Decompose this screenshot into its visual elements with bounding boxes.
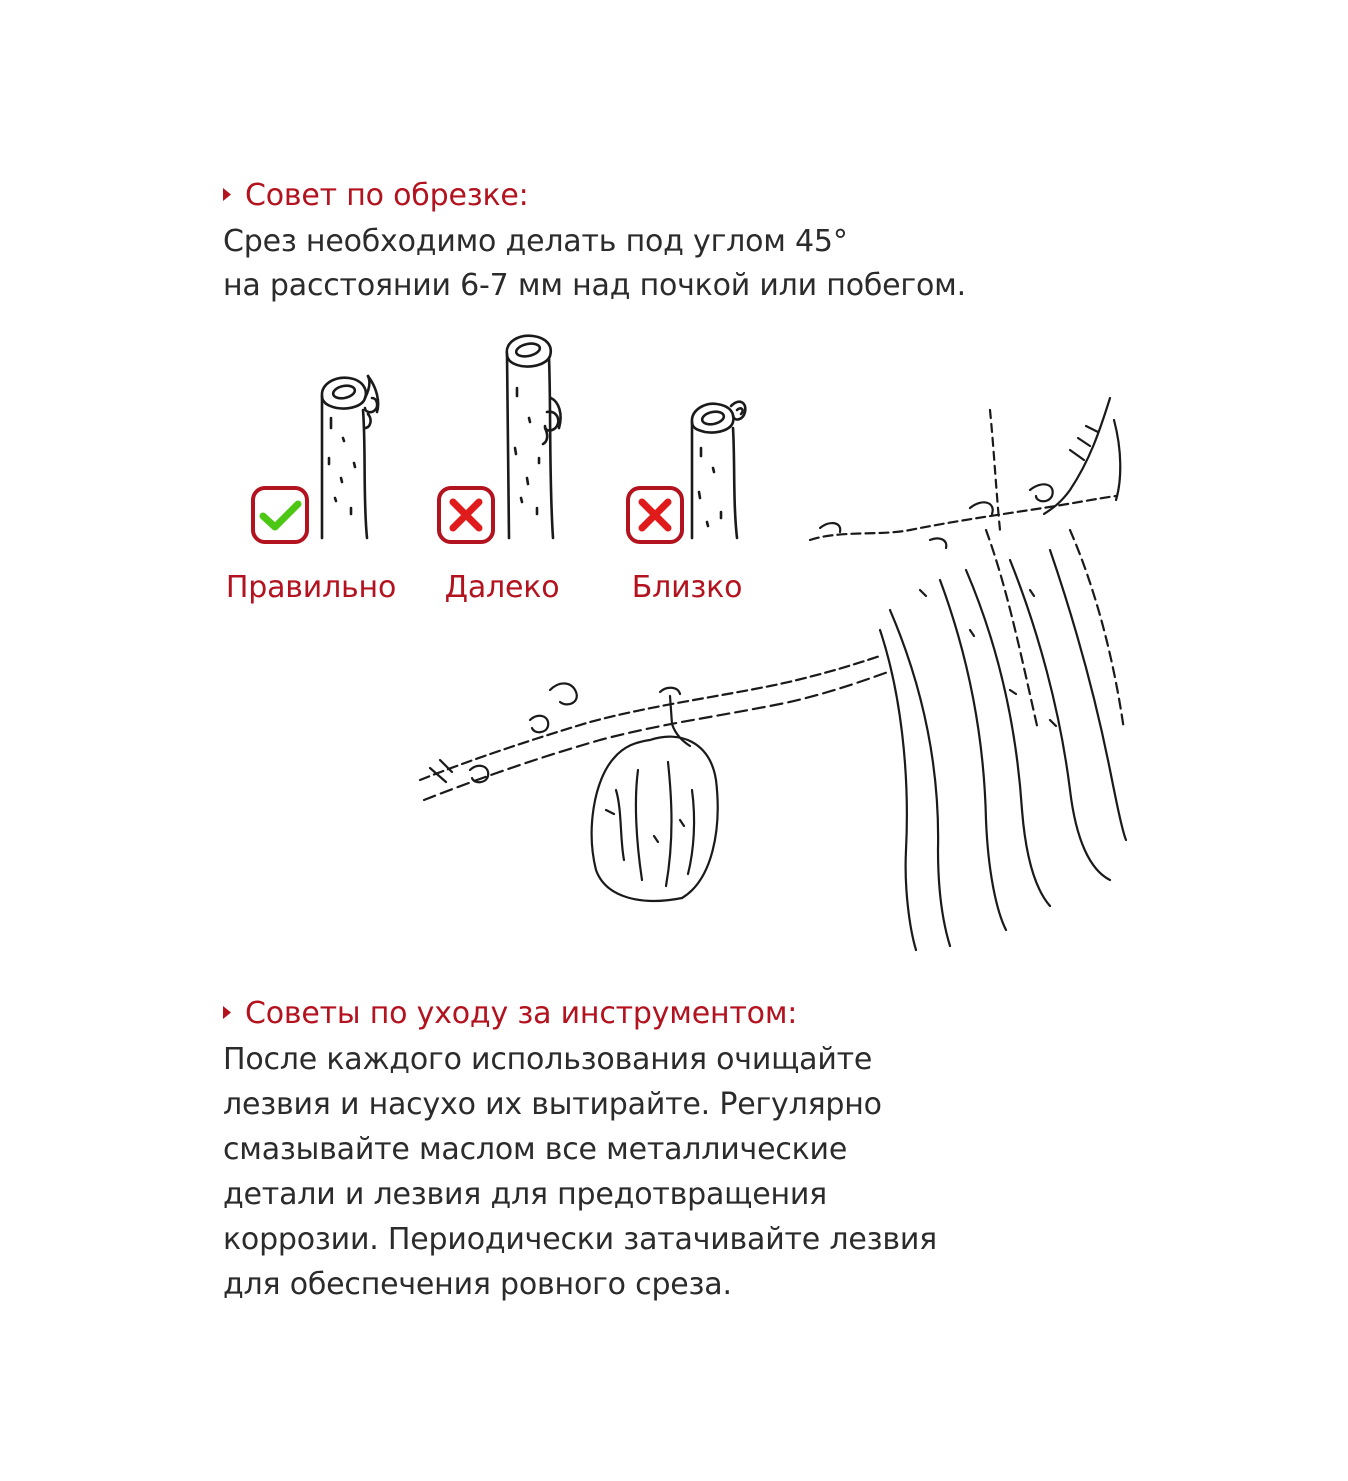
tool-care-tip-line: для обеспечения ровного среза.: [223, 1267, 732, 1302]
pruning-tip-line: Срез необходимо делать под углом 45°: [223, 224, 848, 259]
bullet-arrow-icon: [223, 176, 245, 216]
cut-label-far: Далеко: [444, 570, 560, 605]
cut-label-correct: Правильно: [225, 570, 397, 605]
pruning-tip-heading: [223, 176, 529, 216]
branch-correct-cut-illustration: [313, 368, 385, 540]
pruning-tip-text: [223, 220, 966, 308]
tool-care-tip-heading: [223, 994, 797, 1034]
tool-care-tip-line: После каждого использования очищайте: [223, 1042, 873, 1077]
pruning-tip-heading-text: Совет по обрезке:: [245, 178, 529, 213]
tool-care-tip-line: коррозии. Периодически затачивайте лезвия: [223, 1222, 937, 1257]
tool-care-tip-line: лезвия и насухо их вытирайте. Регулярно: [223, 1087, 882, 1122]
vine-with-grapes-illustration: [410, 390, 1130, 955]
tool-care-tip-text: [223, 1037, 937, 1307]
tool-care-tip-line: смазывайте маслом все металлические: [223, 1132, 848, 1167]
cut-label-close: Близко: [631, 570, 743, 605]
pruning-tip-line: на расстоянии 6-7 мм над почкой или побегом.: [223, 268, 966, 303]
checkmark-icon: [250, 485, 310, 545]
bullet-arrow-icon: [223, 994, 245, 1034]
tool-care-tip-heading-text: Советы по уходу за инструментом:: [245, 996, 798, 1031]
tool-care-tip-line: детали и лезвия для предотвращения: [223, 1177, 828, 1212]
